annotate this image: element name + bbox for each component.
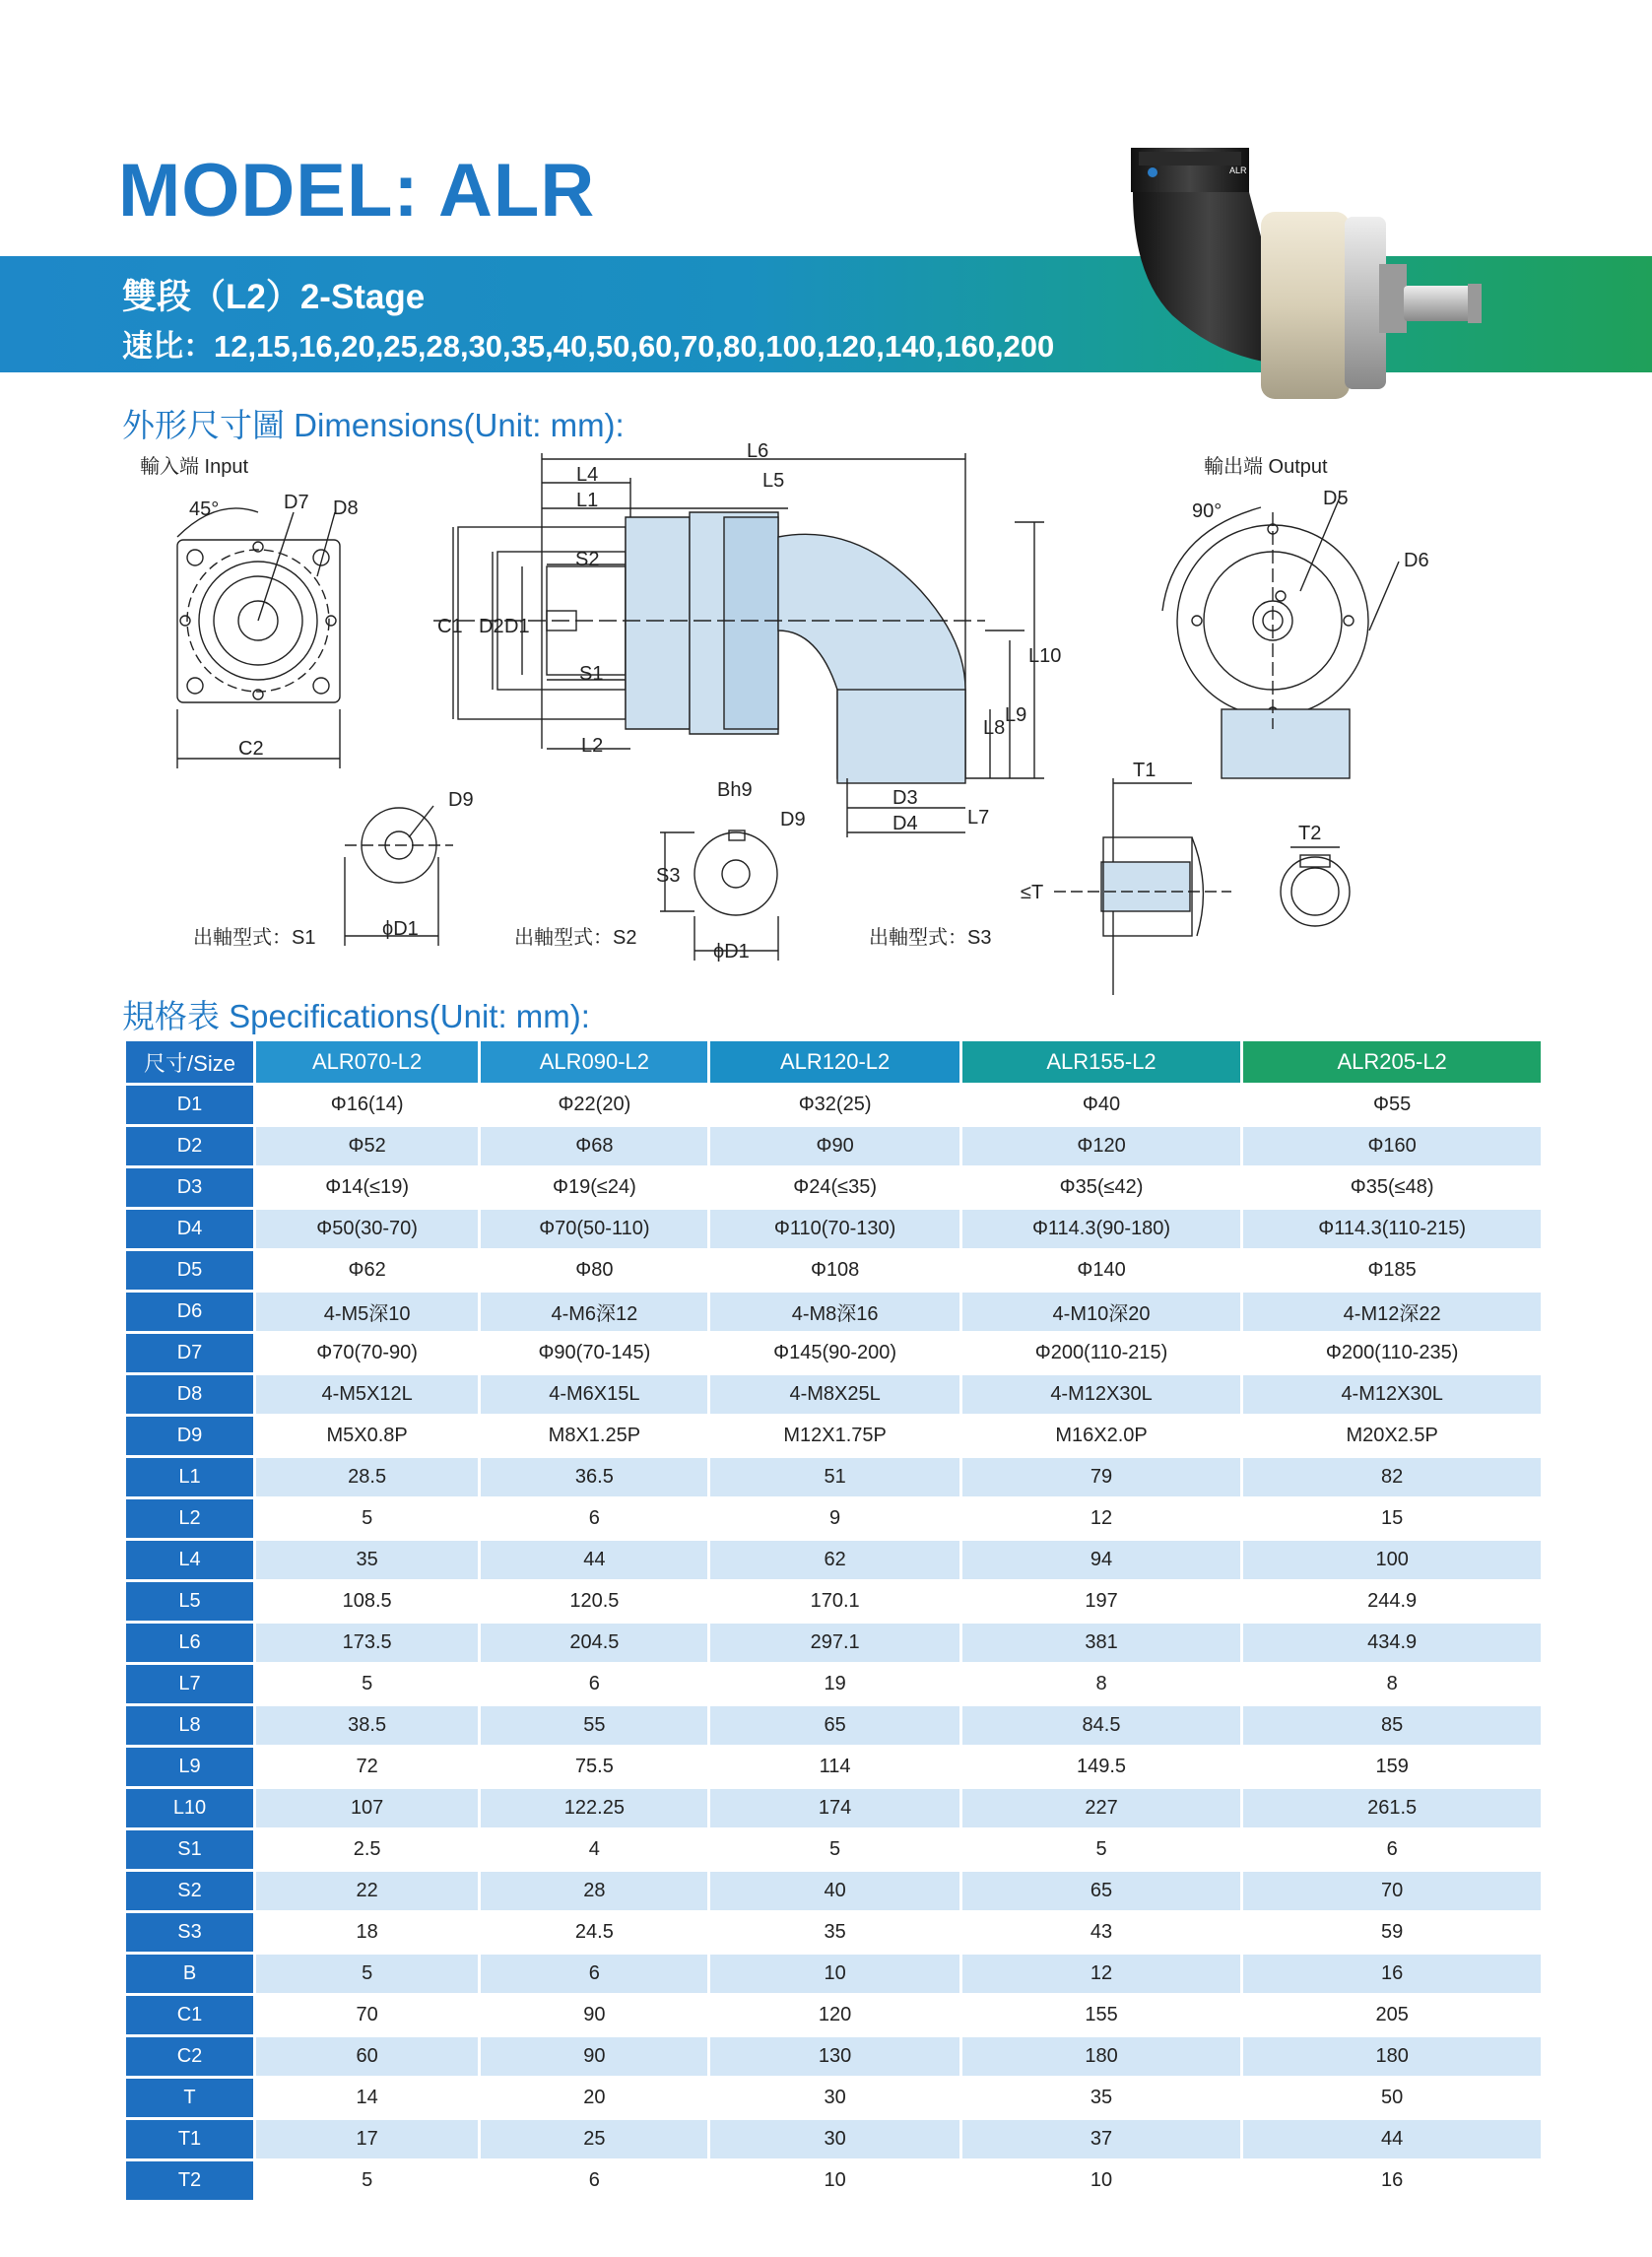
dimensions-heading: 外形尺寸圖 Dimensions(Unit: mm): — [122, 407, 625, 443]
label-S3-dim: S3 — [656, 865, 681, 887]
table-cell: 197 — [962, 1582, 1241, 1621]
table-cell: 4-M5X12L — [256, 1375, 478, 1414]
ratio-label: 速比：12,15,16,20,25,28,30,35,40,50,60,70,80,100,120,140,160,200 — [122, 329, 1055, 364]
table-cell: 16 — [1243, 2161, 1541, 2200]
table-row — [126, 1706, 1541, 1745]
row-header: D4 — [126, 1210, 253, 1248]
table-row — [126, 1293, 1541, 1331]
table-cell: 65 — [962, 1872, 1241, 1910]
row-header: D8 — [126, 1375, 253, 1414]
label-L8: L8 — [983, 717, 1006, 739]
table-cell: Φ62 — [256, 1251, 478, 1290]
model-header: ALR155-L2 — [962, 1041, 1241, 1083]
table-cell: 174 — [710, 1789, 958, 1827]
label-D6: D6 — [1404, 550, 1429, 571]
table-row — [126, 1748, 1541, 1786]
stage-label: 雙段（L2）2-Stage — [122, 278, 426, 316]
label-L6: L6 — [747, 440, 769, 462]
table-cell: Φ200(110-235) — [1243, 1334, 1541, 1372]
table-cell: 18 — [256, 1913, 478, 1952]
table-cell: Φ90 — [710, 1127, 958, 1165]
row-header: L10 — [126, 1789, 253, 1827]
table-cell: 51 — [710, 1458, 958, 1496]
table-row — [126, 1789, 1541, 1827]
table-cell: 107 — [256, 1789, 478, 1827]
label-S2-D9: D9 — [780, 809, 806, 830]
spec-header-row — [126, 1041, 1541, 1083]
label-S1-D9: D9 — [448, 789, 474, 811]
table-row — [126, 1334, 1541, 1372]
table-cell: Φ50(30-70) — [256, 1210, 478, 1248]
table-cell: Φ114.3(90-180) — [962, 1210, 1241, 1248]
table-cell: Φ19(≤24) — [481, 1168, 707, 1207]
table-cell: 170.1 — [710, 1582, 958, 1621]
row-header: L4 — [126, 1541, 253, 1579]
table-cell: 108.5 — [256, 1582, 478, 1621]
table-cell: Φ110(70-130) — [710, 1210, 958, 1248]
table-cell: Φ70(50-110) — [481, 1210, 707, 1248]
table-cell: Φ14(≤19) — [256, 1168, 478, 1207]
table-row — [126, 2120, 1541, 2158]
table-cell: 84.5 — [962, 1706, 1241, 1745]
table-cell: Φ40 — [962, 1086, 1241, 1124]
table-cell: 6 — [481, 2161, 707, 2200]
table-cell: 244.9 — [1243, 1582, 1541, 1621]
row-header: D9 — [126, 1417, 253, 1455]
table-cell: 10 — [962, 2161, 1241, 2200]
table-cell: M16X2.0P — [962, 1417, 1241, 1455]
table-cell: 30 — [710, 2079, 958, 2117]
table-cell: 261.5 — [1243, 1789, 1541, 1827]
label-T: ≤T — [1021, 882, 1044, 903]
label-S1: S1 — [579, 663, 604, 685]
table-cell: 8 — [1243, 1665, 1541, 1703]
table-cell: Φ22(20) — [481, 1086, 707, 1124]
model-header: ALR205-L2 — [1243, 1041, 1541, 1083]
label-C1: C1 — [437, 616, 463, 637]
table-cell: 227 — [962, 1789, 1241, 1827]
table-cell: 5 — [256, 1665, 478, 1703]
table-cell: 4-M12深22 — [1243, 1293, 1541, 1331]
table-row — [126, 1830, 1541, 1869]
table-cell: 70 — [256, 1996, 478, 2034]
row-header: L7 — [126, 1665, 253, 1703]
table-cell: 12 — [962, 1499, 1241, 1538]
label-S2: S2 — [575, 549, 600, 570]
table-cell: 120.5 — [481, 1582, 707, 1621]
table-cell: Φ140 — [962, 1251, 1241, 1290]
row-header: T2 — [126, 2161, 253, 2200]
table-cell: 130 — [710, 2037, 958, 2076]
model-header: ALR090-L2 — [481, 1041, 707, 1083]
table-cell: 6 — [1243, 1830, 1541, 1869]
shaft-s3-label: 出軸型式：S3 — [869, 927, 992, 949]
table-cell: 8 — [962, 1665, 1241, 1703]
table-cell: Φ32(25) — [710, 1086, 958, 1124]
table-cell: Φ35(≤48) — [1243, 1168, 1541, 1207]
table-cell: 6 — [481, 1499, 707, 1538]
row-header: D5 — [126, 1251, 253, 1290]
shaft-s1-label: 出軸型式：S1 — [193, 927, 316, 949]
table-cell: 40 — [710, 1872, 958, 1910]
table-cell: Φ52 — [256, 1127, 478, 1165]
table-cell: 70 — [1243, 1872, 1541, 1910]
svg-text:ALR: ALR — [1229, 166, 1247, 175]
table-row — [126, 1417, 1541, 1455]
table-row — [126, 1624, 1541, 1662]
table-cell: 434.9 — [1243, 1624, 1541, 1662]
table-cell: 55 — [481, 1706, 707, 1745]
table-cell: 82 — [1243, 1458, 1541, 1496]
label-L2: L2 — [581, 735, 604, 757]
table-cell: 90 — [481, 2037, 707, 2076]
label-S1-phiD1: ϕD1 — [382, 918, 419, 940]
table-cell: 35 — [710, 1913, 958, 1952]
table-cell: 4-M8深16 — [710, 1293, 958, 1331]
table-row — [126, 1251, 1541, 1290]
size-header: 尺寸/Size — [126, 1041, 253, 1083]
table-cell: 85 — [1243, 1706, 1541, 1745]
table-row — [126, 1913, 1541, 1952]
model-header: ALR070-L2 — [256, 1041, 478, 1083]
shaft-s2-label: 出軸型式：S2 — [514, 927, 637, 949]
table-cell: 65 — [710, 1706, 958, 1745]
table-cell: 5 — [256, 1955, 478, 1993]
table-row — [126, 1582, 1541, 1621]
table-cell: 4-M8X25L — [710, 1375, 958, 1414]
table-cell: 4-M6深12 — [481, 1293, 707, 1331]
table-cell: 155 — [962, 1996, 1241, 2034]
table-cell: 173.5 — [256, 1624, 478, 1662]
table-cell: 5 — [962, 1830, 1241, 1869]
row-header: L9 — [126, 1748, 253, 1786]
table-cell: 4-M5深10 — [256, 1293, 478, 1331]
table-cell: 60 — [256, 2037, 478, 2076]
table-cell: 9 — [710, 1499, 958, 1538]
table-cell: 43 — [962, 1913, 1241, 1952]
table-cell: Φ70(70-90) — [256, 1334, 478, 1372]
table-cell: 100 — [1243, 1541, 1541, 1579]
table-cell: 59 — [1243, 1913, 1541, 1952]
table-row — [126, 1872, 1541, 1910]
gearbox-product-image — [1113, 138, 1507, 399]
label-L5: L5 — [762, 470, 785, 492]
table-cell: 28 — [481, 1872, 707, 1910]
table-row — [126, 1168, 1541, 1207]
label-S2-phiD1: ϕD1 — [713, 941, 750, 963]
table-row — [126, 1665, 1541, 1703]
table-cell: 22 — [256, 1872, 478, 1910]
label-L10: L10 — [1028, 645, 1062, 667]
table-row — [126, 1996, 1541, 2034]
table-cell: 4-M10深20 — [962, 1293, 1241, 1331]
table-cell: Φ16(14) — [256, 1086, 478, 1124]
table-cell: Φ90(70-145) — [481, 1334, 707, 1372]
table-cell: 10 — [710, 2161, 958, 2200]
table-cell: Φ200(110-215) — [962, 1334, 1241, 1372]
table-cell: 90 — [481, 1996, 707, 2034]
table-row — [126, 1541, 1541, 1579]
table-row — [126, 1086, 1541, 1124]
label-D8: D8 — [333, 498, 359, 519]
row-header: S3 — [126, 1913, 253, 1952]
table-cell: 5 — [710, 1830, 958, 1869]
table-cell: 16 — [1243, 1955, 1541, 1993]
table-row — [126, 1127, 1541, 1165]
output-label: 輸出端 Output — [1204, 456, 1328, 478]
table-cell: 44 — [1243, 2120, 1541, 2158]
table-cell: Φ108 — [710, 1251, 958, 1290]
table-cell: 12 — [962, 1955, 1241, 1993]
table-cell: 204.5 — [481, 1624, 707, 1662]
table-cell: Φ80 — [481, 1251, 707, 1290]
table-cell: 19 — [710, 1665, 958, 1703]
table-cell: 122.25 — [481, 1789, 707, 1827]
table-cell: Φ24(≤35) — [710, 1168, 958, 1207]
spec-table — [123, 1038, 1544, 2203]
table-cell: 205 — [1243, 1996, 1541, 2034]
table-cell: 114 — [710, 1748, 958, 1786]
label-a45: 45° — [189, 498, 220, 520]
table-cell: 15 — [1243, 1499, 1541, 1538]
row-header: D6 — [126, 1293, 253, 1331]
table-cell: Φ35(≤42) — [962, 1168, 1241, 1207]
table-cell: Φ185 — [1243, 1251, 1541, 1290]
table-cell: 35 — [256, 1541, 478, 1579]
row-header: D3 — [126, 1168, 253, 1207]
table-cell: 36.5 — [481, 1458, 707, 1496]
label-C2: C2 — [238, 738, 264, 760]
row-header: C2 — [126, 2037, 253, 2076]
table-cell: M20X2.5P — [1243, 1417, 1541, 1455]
input-label: 輸入端 Input — [140, 456, 249, 478]
row-header: S2 — [126, 1872, 253, 1910]
table-cell: 4-M12X30L — [1243, 1375, 1541, 1414]
row-header: D2 — [126, 1127, 253, 1165]
table-cell: 6 — [481, 1955, 707, 1993]
table-row — [126, 1458, 1541, 1496]
table-cell: M12X1.75P — [710, 1417, 958, 1455]
table-cell: 159 — [1243, 1748, 1541, 1786]
table-row — [126, 1955, 1541, 1993]
table-cell: Φ145(90-200) — [710, 1334, 958, 1372]
table-cell: Φ114.3(110-215) — [1243, 1210, 1541, 1248]
table-cell: 149.5 — [962, 1748, 1241, 1786]
table-cell: 180 — [962, 2037, 1241, 2076]
label-a90: 90° — [1192, 500, 1222, 522]
row-header: C1 — [126, 1996, 253, 2034]
table-cell: Φ68 — [481, 1127, 707, 1165]
table-cell: 28.5 — [256, 1458, 478, 1496]
row-header: L1 — [126, 1458, 253, 1496]
label-T2: T2 — [1298, 823, 1322, 844]
page-title: MODEL: ALR — [118, 149, 596, 232]
table-cell: 44 — [481, 1541, 707, 1579]
label-T1: T1 — [1133, 760, 1156, 781]
table-cell: 5 — [256, 2161, 478, 2200]
row-header: L8 — [126, 1706, 253, 1745]
table-cell: 2.5 — [256, 1830, 478, 1869]
table-cell: 37 — [962, 2120, 1241, 2158]
table-cell: 6 — [481, 1665, 707, 1703]
table-cell: Φ55 — [1243, 1086, 1541, 1124]
table-row — [126, 1499, 1541, 1538]
label-L9: L9 — [1005, 704, 1027, 726]
specs-heading: 規格表 Specifications(Unit: mm): — [122, 998, 590, 1034]
row-header: L6 — [126, 1624, 253, 1662]
table-cell: 17 — [256, 2120, 478, 2158]
table-row — [126, 1210, 1541, 1248]
table-cell: 120 — [710, 1996, 958, 2034]
table-cell: 24.5 — [481, 1913, 707, 1952]
table-cell: 72 — [256, 1748, 478, 1786]
row-header: T1 — [126, 2120, 253, 2158]
row-header: B — [126, 1955, 253, 1993]
table-cell: 25 — [481, 2120, 707, 2158]
table-cell: 94 — [962, 1541, 1241, 1579]
table-row — [126, 2079, 1541, 2117]
row-header: T — [126, 2079, 253, 2117]
table-cell: Φ160 — [1243, 1127, 1541, 1165]
row-header: D1 — [126, 1086, 253, 1124]
row-header: L2 — [126, 1499, 253, 1538]
table-cell: 4-M12X30L — [962, 1375, 1241, 1414]
table-cell: 4 — [481, 1830, 707, 1869]
table-cell: 4-M6X15L — [481, 1375, 707, 1414]
label-L4: L4 — [576, 464, 599, 486]
row-header: S1 — [126, 1830, 253, 1869]
table-cell: Φ120 — [962, 1127, 1241, 1165]
table-cell: 38.5 — [256, 1706, 478, 1745]
table-cell: 10 — [710, 1955, 958, 1993]
label-Bh9: Bh9 — [717, 779, 753, 801]
table-cell: 180 — [1243, 2037, 1541, 2076]
label-D5: D5 — [1323, 488, 1349, 509]
table-cell: 14 — [256, 2079, 478, 2117]
label-L7: L7 — [967, 807, 990, 829]
table-cell: 79 — [962, 1458, 1241, 1496]
table-cell: M8X1.25P — [481, 1417, 707, 1455]
table-cell: 35 — [962, 2079, 1241, 2117]
table-cell: 75.5 — [481, 1748, 707, 1786]
label-D4: D4 — [892, 813, 918, 834]
table-cell: 5 — [256, 1499, 478, 1538]
spec-table-body — [126, 1086, 1541, 2200]
dimension-drawing — [0, 433, 1652, 1005]
label-D7: D7 — [284, 492, 309, 513]
model-header: ALR120-L2 — [710, 1041, 958, 1083]
label-D3: D3 — [892, 787, 918, 809]
table-row — [126, 1375, 1541, 1414]
table-cell: 297.1 — [710, 1624, 958, 1662]
table-cell: 381 — [962, 1624, 1241, 1662]
label-L1: L1 — [576, 490, 599, 511]
table-row — [126, 2161, 1541, 2200]
row-header: D7 — [126, 1334, 253, 1372]
table-cell: 20 — [481, 2079, 707, 2117]
row-header: L5 — [126, 1582, 253, 1621]
table-cell: M5X0.8P — [256, 1417, 478, 1455]
label-D2: D2 — [479, 616, 504, 637]
table-row — [126, 2037, 1541, 2076]
table-cell: 50 — [1243, 2079, 1541, 2117]
label-D1: D1 — [504, 616, 530, 637]
table-cell: 30 — [710, 2120, 958, 2158]
table-cell: 62 — [710, 1541, 958, 1579]
